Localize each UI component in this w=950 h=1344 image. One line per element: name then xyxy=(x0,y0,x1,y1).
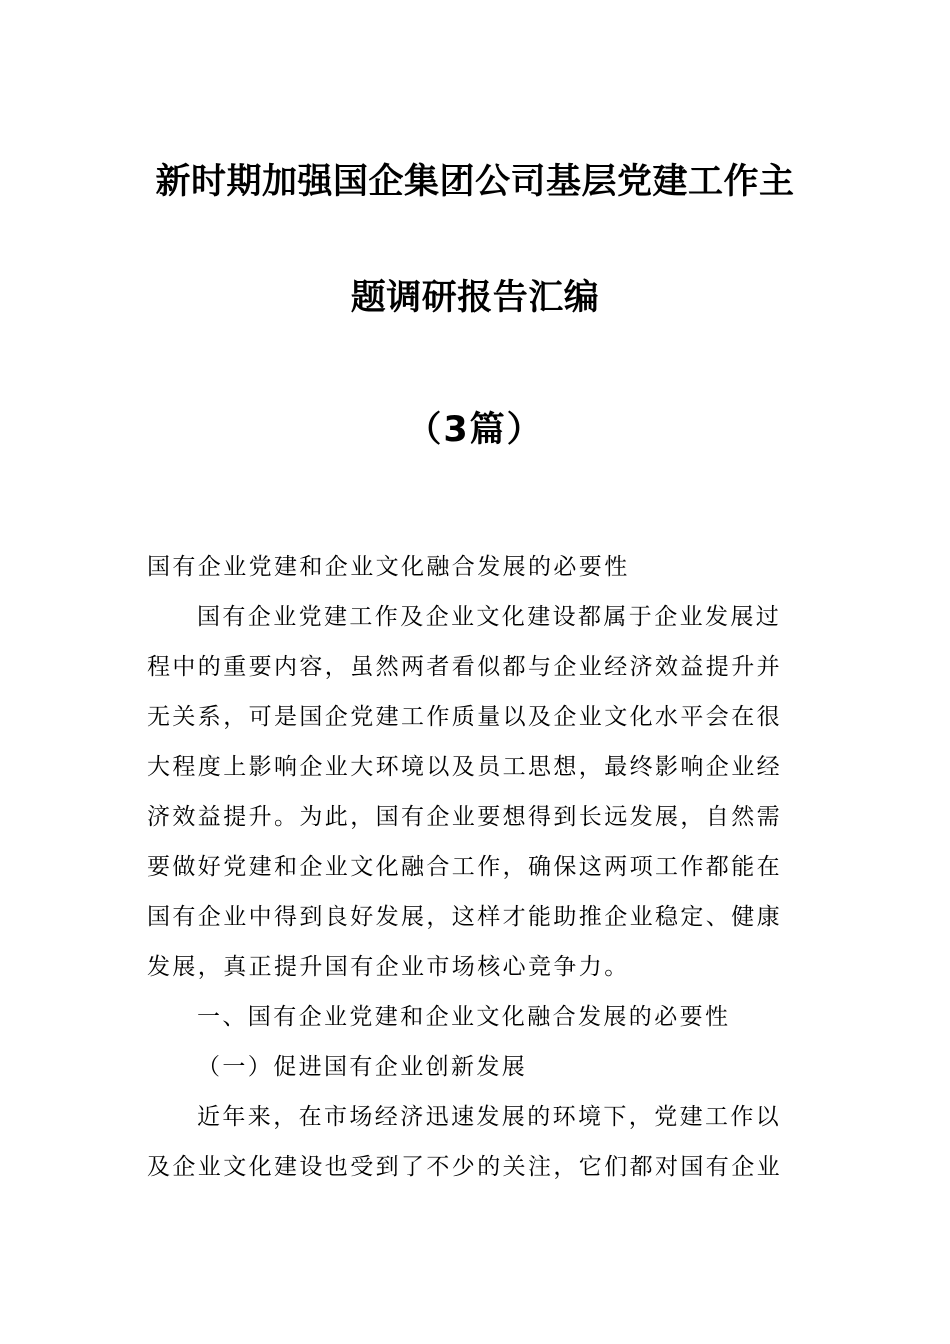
paragraph-line: 无关系，可是国企党建工作质量以及企业文化水平会在很 xyxy=(147,704,782,730)
section-heading-1: 一、国有企业党建和企业文化融合发展的必要性 xyxy=(197,1004,731,1030)
paragraph-line: 大程度上影响企业大环境以及员工思想，最终影响企业经 xyxy=(147,754,782,780)
document-title-line-2: 题调研报告汇编 xyxy=(350,278,600,318)
document-title-line-1: 新时期加强国企集团公司基层党建工作主 xyxy=(155,162,795,202)
paragraph-line: 发展，真正提升国有企业市场核心竞争力。 xyxy=(147,954,630,980)
paragraph-line: 近年来，在市场经济迅速发展的环境下，党建工作以 xyxy=(197,1104,782,1130)
paragraph-line: 要做好党建和企业文化融合工作，确保这两项工作都能在 xyxy=(147,854,782,880)
subsection-heading-1: （一）促进国有企业创新发展 xyxy=(197,1054,528,1080)
paragraph-line: 国有企业党建工作及企业文化建设都属于企业发展过 xyxy=(197,604,782,630)
document-title-count: （3篇） xyxy=(406,410,544,450)
paragraph-line: 国有企业中得到良好发展，这样才能助推企业稳定、健康 xyxy=(147,904,782,930)
paragraph-line: 程中的重要内容，虽然两者看似都与企业经济效益提升并 xyxy=(147,654,782,680)
document-body xyxy=(147,542,809,1192)
paragraph-2 xyxy=(147,1092,809,1192)
document-subtitle: 国有企业党建和企业文化融合发展的必要性 xyxy=(147,554,630,580)
paragraph-1 xyxy=(147,592,809,992)
paragraph-line: 济效益提升。为此，国有企业要想得到长远发展，自然需 xyxy=(147,804,782,830)
paragraph-line: 及企业文化建设也受到了不少的关注，它们都对国有企业 xyxy=(147,1154,782,1180)
